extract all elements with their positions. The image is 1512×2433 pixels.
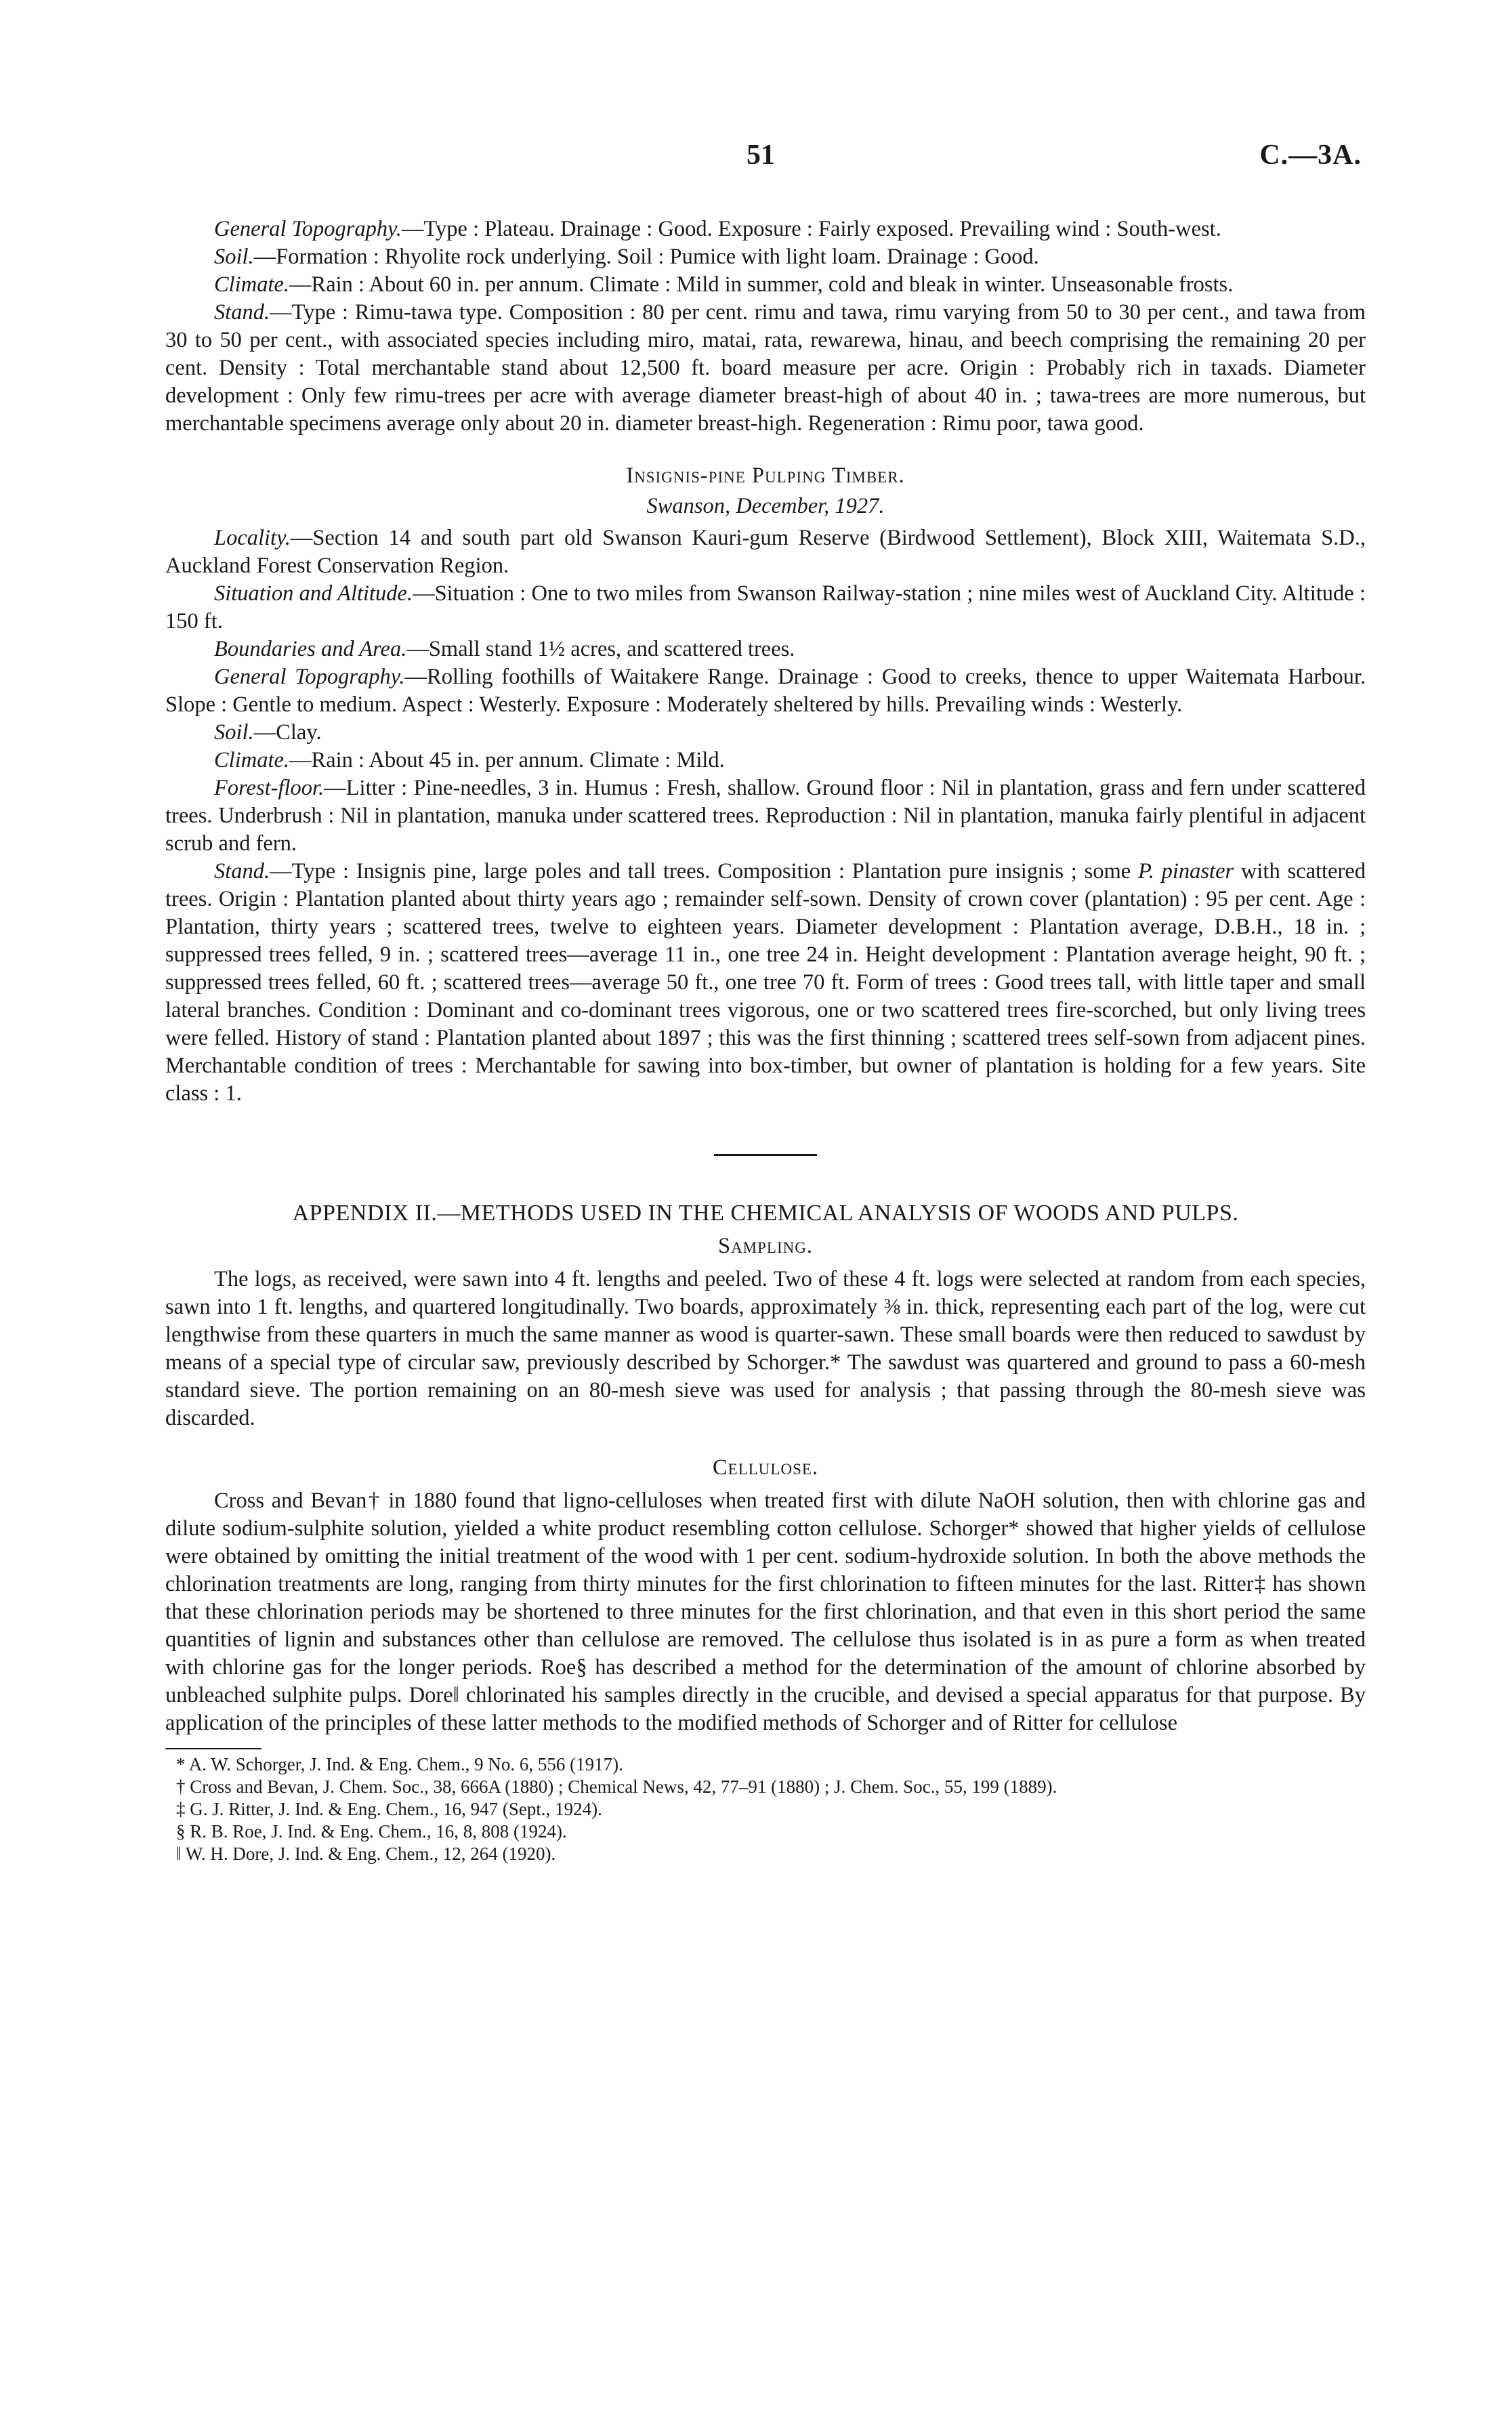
paragraph-soil: [165, 243, 1366, 271]
paragraph-label: Boundaries and Area.: [214, 637, 407, 661]
paragraph-general-topography: [165, 215, 1366, 243]
paragraph-stand-2: [165, 858, 1366, 1108]
footnotes: [165, 1748, 1366, 1865]
paragraph-sampling: The logs, as received, were sawn into 4 ft. lengths and peeled. Two of these 4 ft. logs were selected at random from each species, sawn into 1 ft. lengths, and quartered longitudinally. Two boards, approximately ⅜ in. thick, representing each part of the log, were cut lengthwise from these quarters in much the same manner as wood is quarter-sawn. These small boards were then reduced to sawdust by means of a special type of circular saw, previously described by Schorger.* The sawdust was quartered and ground to pass a 60-mesh standard sieve. The portion remaining on an 80-mesh sieve was used for analysis ; that passing through the 80-mesh sieve was discarded.: [165, 1267, 1366, 1430]
paragraph-cellulose: Cross and Bevan† in 1880 found that ligno-celluloses when treated first with dilute NaOH solution, then with chlorine gas and dilute sodium-sulphite solution, yielded a white product resembling cotton cellulose. Schorger* showed that higher yields of cellulose were obtained by omitting the initial treatment of the wood with 1 per cent. sodium-hydroxide solution. In both the above methods the chlorination treatments are long, ranging from thirty minutes for the first chlorination to fifteen minutes for the last. Ritter‡ has shown that these chlorination periods may be shortened to three minutes for the first chlorination, and that even in this short period the same quantities of lignin and substances other than cellulose are removed. The cellulose thus isolated is in as pure a form as when treated with chlorine gas for the longer periods. Roe§ has described a method for the determination of the amount of chlorine absorbed by unbleached sulphite pulps. Dore‖ chlorinated his samples directly in the crucible, and devised a special apparatus for that purpose. By application of the principles of these latter methods to the modified methods of Schorger and of Ritter for cellulose: [165, 1489, 1366, 1735]
footnote-rule: [165, 1748, 261, 1749]
section-divider: [714, 1154, 817, 1156]
paragraph-text: —Formation : Rhyolite rock underlying. Soil : Pumice with light loam. Drainage : Good.: [253, 245, 1039, 269]
cellulose-heading: Cellulose.: [712, 1455, 819, 1480]
paragraph-text: with scattered trees. Origin : Plantation planted about thirty years ago ; remainder self-sown. Density of crown cover (plantation) : 95 per cent. Age : Plantation, thirty years ; scattered trees, twelve to eighteen years. Diameter development : Plantation average, D.B.H., 18 in. ; suppressed trees felled, 9 in. ; scattered trees—average 11 in., one tree 24 in. Height development : Plantation average height, 90 ft. ; suppressed trees felled, 60 ft. ; scattered trees—average 50 ft., one tree 70 ft. Form of trees : Good trees tall, with little taper and small lateral branches. Condition : Dominant and co-dominant trees vigorous, one or two scattered trees fire-scorched, but only living trees were felled. History of stand : Plantation planted about 1897 ; this was the first thinning ; scattered trees self-sown from adjacent pines. Merchantable condition of trees : Merchantable for sawing into box-timber, but owner of plantation is holding for a few years. Site class : 1.: [165, 859, 1366, 1106]
paragraph-text: —Situation : One to two miles from Swanson Railway-station ; nine miles west of Auckland City. Altitude : 150 ft.: [165, 581, 1366, 633]
page-header: [0, 139, 1512, 186]
paragraph-text: —Rolling foothills of Waitakere Range. Drainage : Good to creeks, thence to upper Waitemata Harbour. Slope : Gentle to medium. Aspect : Westerly. Exposure : Moderately sheltered by hills. Prevailing winds : Westerly.: [165, 665, 1366, 717]
paragraph-label: Climate.: [214, 748, 290, 772]
paragraph-climate: [165, 271, 1366, 299]
paragraph-text: —Clay.: [253, 720, 322, 745]
appendix-title: APPENDIX II.—METHODS USED IN THE CHEMICAL ANALYSIS OF WOODS AND PULPS.: [292, 1201, 1239, 1226]
paragraph-general-topography-2: [165, 663, 1366, 719]
paragraph-boundaries: [165, 636, 1366, 663]
section-subtitle: Swanson, December, 1927.: [646, 494, 885, 518]
paragraph-forest-floor: [165, 774, 1366, 858]
paragraph-label: General Topography.: [214, 665, 405, 689]
paragraph-label: Forest-floor.: [214, 776, 324, 800]
paragraph-label: Locality.: [214, 526, 291, 550]
paragraph-label: Climate.: [214, 272, 290, 297]
paragraph-text: —Rain : About 45 in. per annum. Climate : Mild.: [289, 748, 725, 772]
paragraph-situation: [165, 580, 1366, 636]
paragraph-text: —Type : Plateau. Drainage : Good. Exposure : Fairly exposed. Prevailing wind : South-west.: [401, 217, 1221, 241]
species-name: P. pinaster: [1138, 859, 1234, 883]
paragraph-text: —Rain : About 60 in. per annum. Climate : Mild in summer, cold and bleak in winter. Unseasonable frosts.: [289, 272, 1234, 297]
paragraph-locality: [165, 524, 1366, 580]
footnote: * A. W. Schorger, J. Ind. & Eng. Chem., 9 No. 6, 556 (1917).: [176, 1754, 623, 1774]
paragraph-soil-2: [165, 719, 1366, 747]
footnote: ‖ W. H. Dore, J. Ind. & Eng. Chem., 12, 264 (1920).: [176, 1844, 556, 1864]
paragraph-text: —Type : Insignis pine, large poles and tall trees. Composition : Plantation pure insignis ; some: [270, 859, 1139, 883]
section-heading: Insignis-pine Pulping Timber.: [626, 463, 905, 488]
paragraph-label: Situation and Altitude.: [214, 581, 413, 606]
paragraph-text: —Small stand 1½ acres, and scattered trees.: [406, 637, 795, 661]
page-number: 51: [747, 140, 775, 171]
paragraph-text: —Litter : Pine-needles, 3 in. Humus : Fresh, shallow. Ground floor : Nil in plantation, grass and fern under scattered trees. Underbrush : Nil in plantation, manuka under scattered trees. Reproduction : Nil in plantation, manuka fairly plentiful in adjacent scrub and fern.: [165, 776, 1366, 856]
paragraph-text: —Type : Rimu-tawa type. Composition : 80 per cent. rimu and tawa, rimu varying from 50 to 30 per cent., and tawa from 30 to 50 per cent., with associated species including miro, matai, rata, rewarewa, hinau, and beech comprising the remaining 20 per cent. Density : Total merchantable stand about 12,500 ft. board measure per acre. Origin : Probably rich in taxads. Diameter development : Only few rimu-trees per acre with average diameter breast-high of about 40 in. ; tawa-trees are more numerous, but merchantable specimens average only about 20 in. diameter breast-high. Regeneration : Rimu poor, tawa good.: [165, 300, 1366, 436]
sampling-heading: Sampling.: [718, 1234, 813, 1258]
footnote: ‡ G. J. Ritter, J. Ind. & Eng. Chem., 16, 947 (Sept., 1924).: [176, 1799, 602, 1819]
paragraph-stand: [165, 299, 1366, 438]
paragraph-label: General Topography.: [214, 217, 402, 241]
page-content: [165, 215, 1366, 1865]
paragraph-climate-2: [165, 747, 1366, 774]
paragraph-label: Soil.: [214, 720, 254, 745]
footnote: † Cross and Bevan, J. Chem. Soc., 38, 666A (1880) ; Chemical News, 42, 77–91 (1880) ; J. Chem. Soc., 55, 199 (1889).: [176, 1776, 1057, 1797]
paragraph-label: Stand.: [214, 300, 270, 325]
spacer: [165, 1432, 1366, 1449]
paragraph-label: Soil.: [214, 245, 254, 269]
paragraph-text: —Section 14 and south part old Swanson Kauri-gum Reserve (Birdwood Settlement), Block XIII, Waitemata S.D., Auckland Forest Conservation Region.: [165, 526, 1366, 578]
footnote: § R. B. Roe, J. Ind. & Eng. Chem., 16, 8, 808 (1924).: [176, 1821, 567, 1842]
paragraph-label: Stand.: [214, 859, 270, 883]
page-reference: C.—3A.: [1259, 140, 1362, 171]
